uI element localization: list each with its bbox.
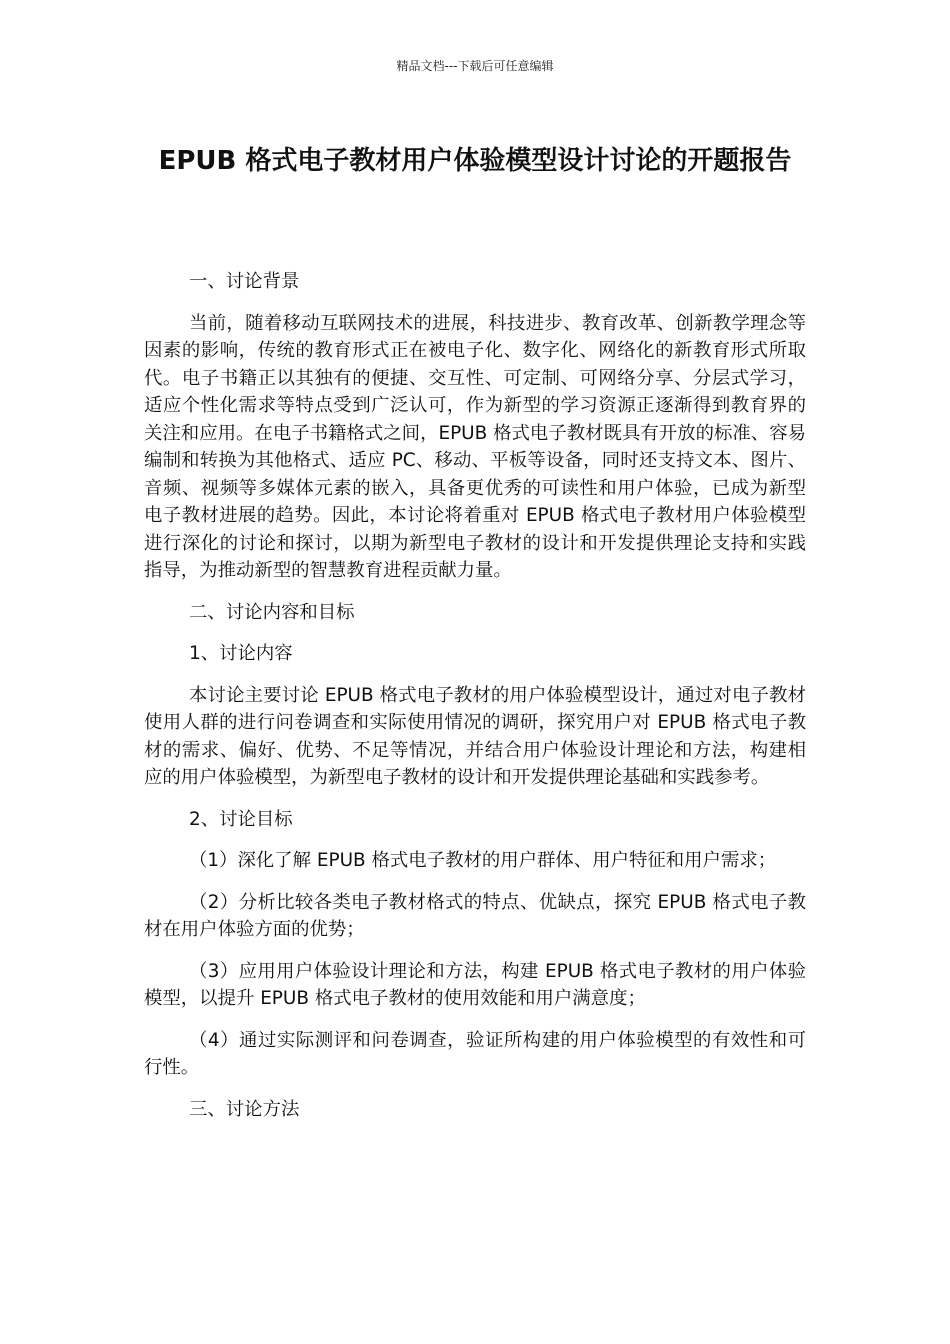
subheading-content: 1、讨论内容 [189,643,293,664]
document-title: EPUB 格式电子教材用户体验模型设计讨论的开题报告 [158,146,792,176]
document-body [144,268,806,1123]
section-heading-methods: 三、讨论方法 [189,1098,300,1120]
paragraph-background: 当前，随着移动互联网技术的进展，科技进步、教育改革、创新教学理念等因素的影响，传统的教育形式正在被电子化、数字化、网络化的新教育形式所取代。电子书籍正以其独有的便捷、交互性、可定制、可网络分享、分层式学习，适应个性化需求等特点受到广泛认可，作为新型的学习资源正逐渐得到教育界的关注和应用。在电子书籍格式之间，EPUB 格式电子教材既具有开放的标准、容易编制和转换为其他格式、适应 PC、移动、平板等设备，同时还支持文本、图片、音频、视频等多媒体元素的嵌入，具备更优秀的可读性和用户体验，已成为新型电子教材进展的趋势。因此，本讨论将着重对 EPUB 格式电子教材用户体验模型进行深化的讨论和探讨，以期为新型电子教材的设计和开发提供理论支持和实践指导，为推动新型的智慧教育进程贡献力量。 [144,312,806,581]
goal-item-1: （1）深化了解 EPUB 格式电子教材的用户群体、用户特征和用户需求； [189,850,777,871]
subheading-goals: 2、讨论目标 [189,808,293,830]
header-watermark: 精品文档---下载后可任意编辑 [396,59,554,73]
goal-item-2: （2）分析比较各类电子教材格式的特点、优缺点，探究 EPUB 格式电子教材在用户体验方面的优势； [144,891,806,940]
section-heading-content-goals: 二、讨论内容和目标 [189,601,355,623]
goal-item-3: （3）应用用户体验设计理论和方法，构建 EPUB 格式电子教材的用户体验模型，以提升 EPUB 格式电子教材的使用效能和用户满意度； [144,960,806,1009]
goal-item-4: （4）通过实际测评和问卷调查，验证所构建的用户体验模型的有效性和可行性。 [144,1029,806,1078]
paragraph-content: 本讨论主要讨论 EPUB 格式电子教材的用户体验模型设计，通过对电子教材使用人群的进行问卷调查和实际使用情况的调研，探究用户对 EPUB 格式电子教材的需求、偏好、优势、不足等情况，并结合用户体验设计理论和方法，构建相应的用户体验模型，为新型电子教材的设计和开发提供理论基础和实践参考。 [144,684,806,788]
section-heading-background: 一、讨论背景 [189,271,300,292]
